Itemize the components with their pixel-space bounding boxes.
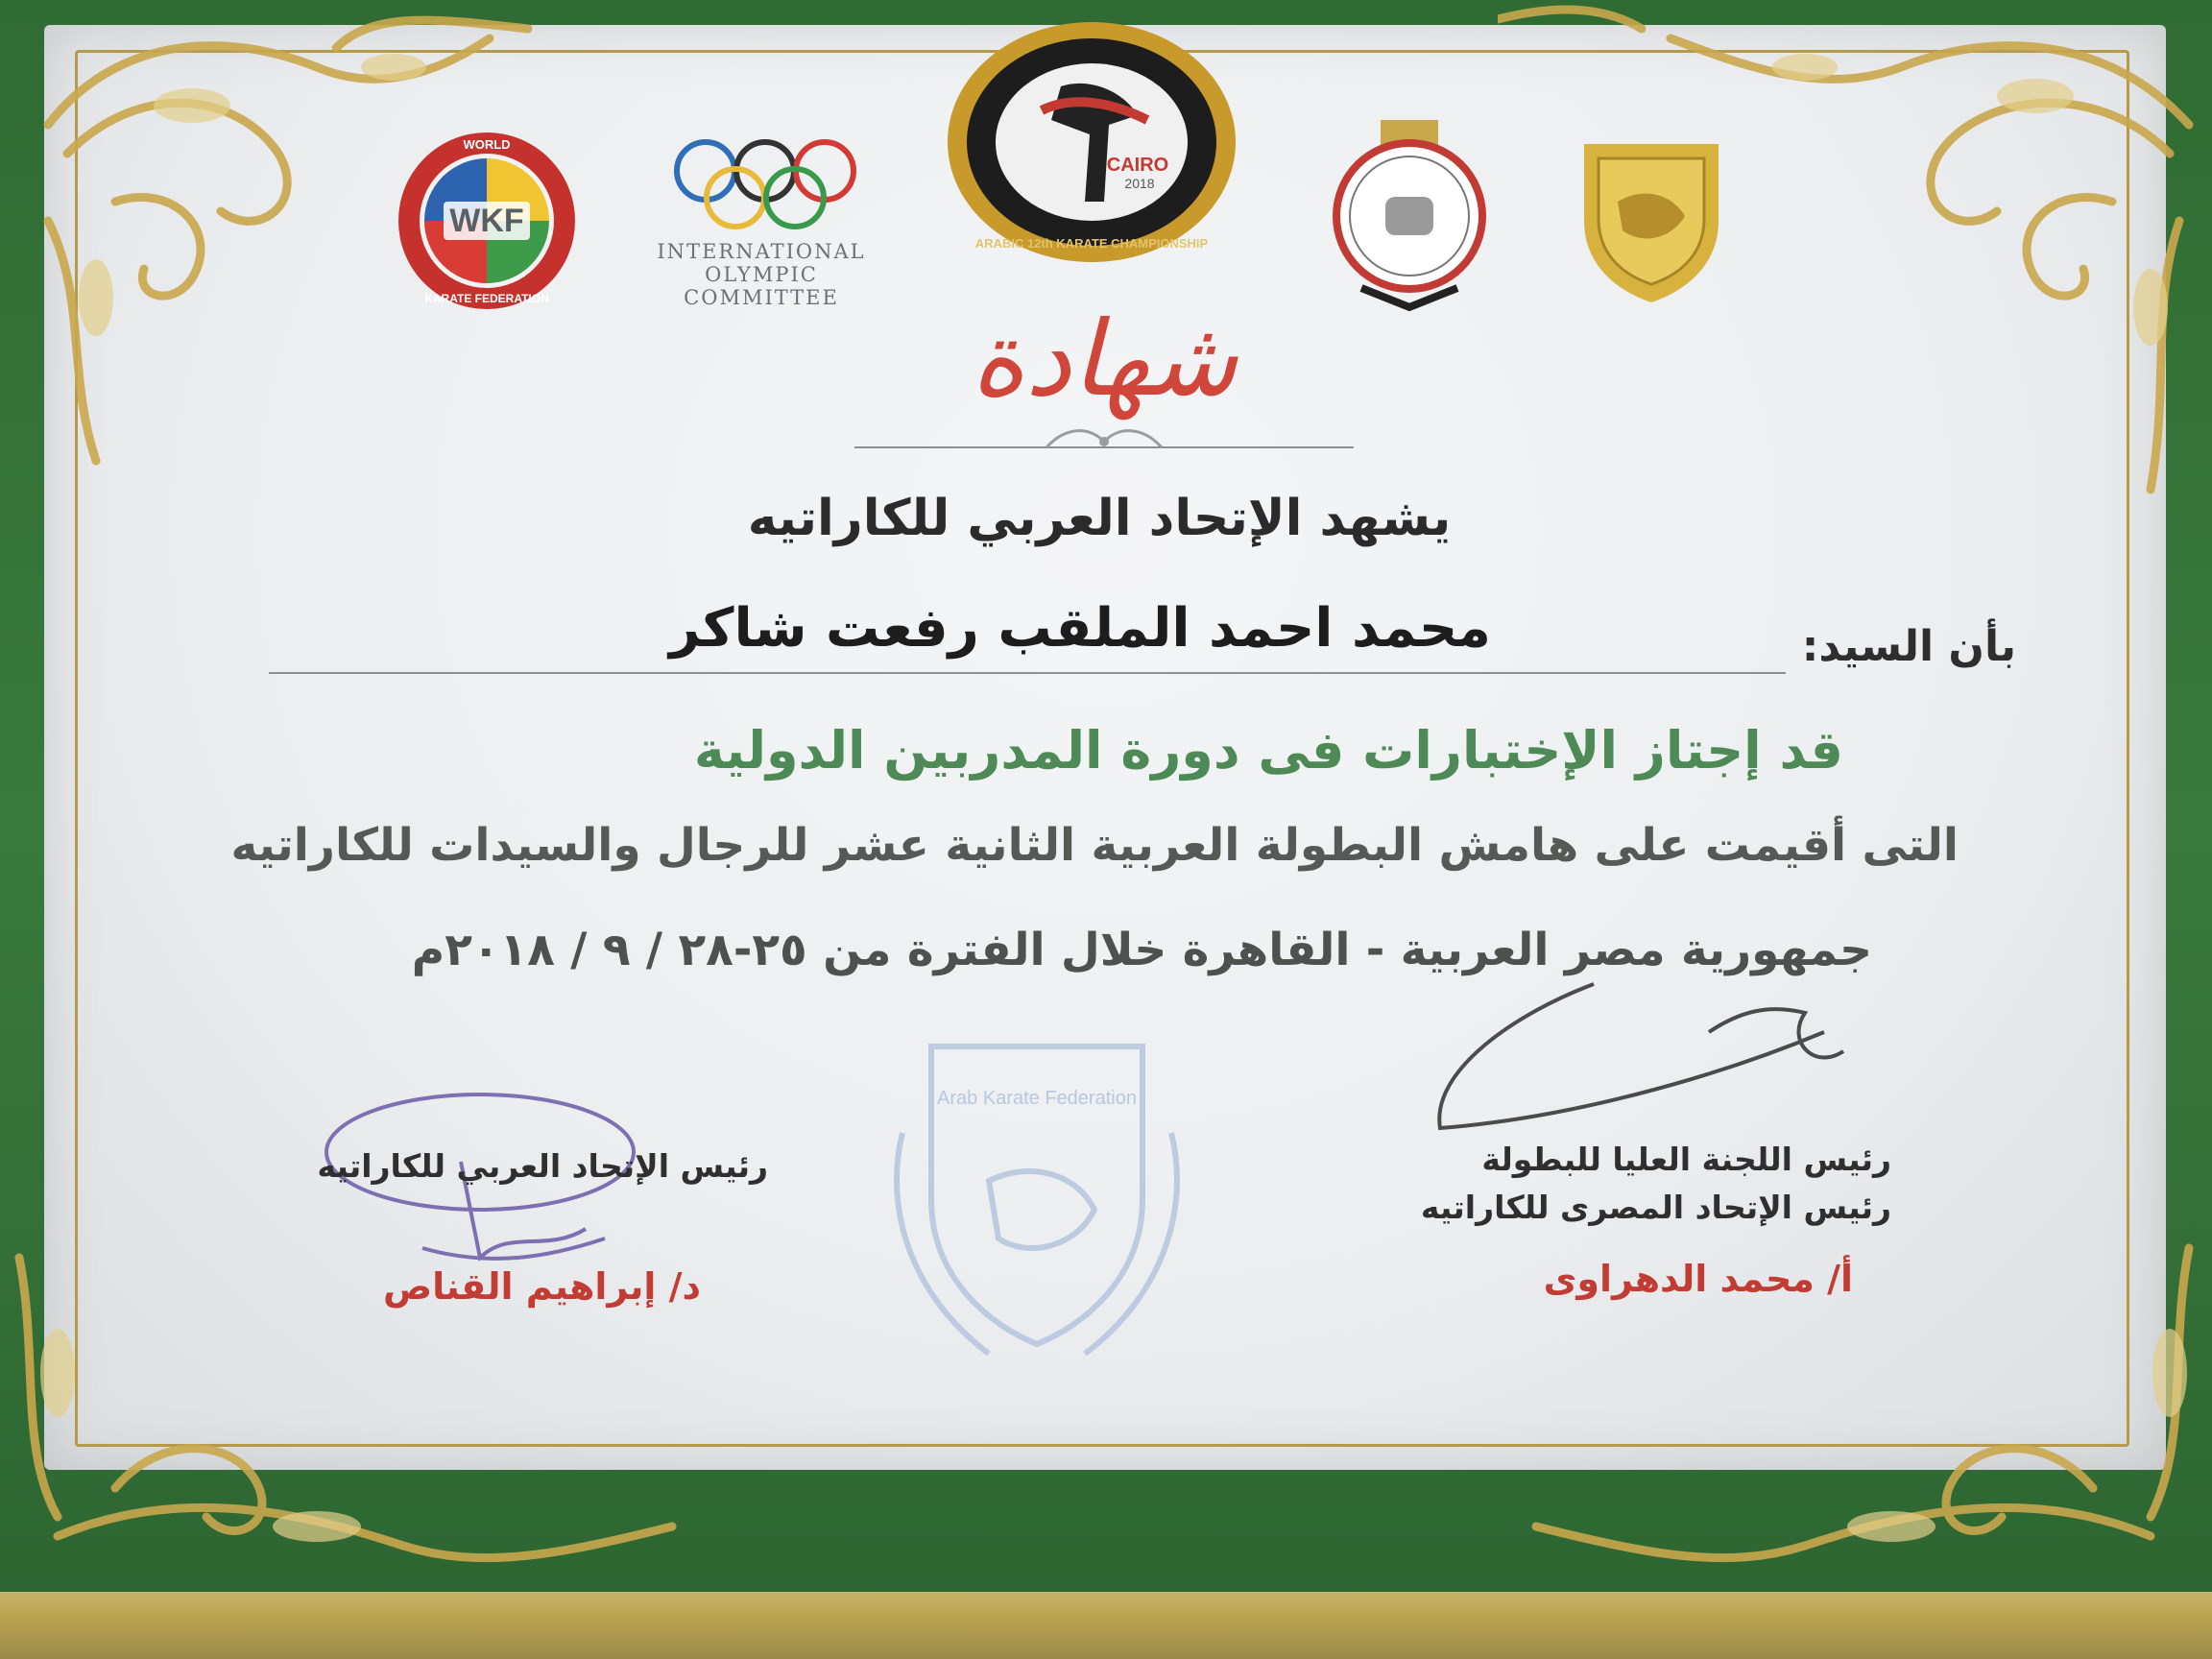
wkf-ring-bottom: KARATE FEDERATION: [424, 292, 549, 305]
corner-ornament-bottom-right: [1517, 1190, 2212, 1603]
emblem-year: 2018: [1124, 176, 1155, 191]
signature-right: [1421, 974, 1872, 1147]
title-divider: [854, 421, 1354, 459]
ioc-line-2: OLYMPIC: [705, 263, 818, 286]
recipient-name: محمد احمد الملقب رفعت شاكر: [669, 597, 1491, 660]
emblem-ring-text: ARABIC 12th KARATE CHAMPIONSHIP: [974, 236, 1209, 251]
ioc-text: [641, 240, 881, 309]
certificate-title: شهادة: [971, 300, 1238, 420]
olympic-rings-logo: [667, 134, 864, 230]
egyptian-karate-federation-logo: [1323, 120, 1496, 312]
right-signatory-title-2: رئيس الإتحاد المصرى للكاراتيه: [1420, 1189, 1891, 1226]
signature-left: [317, 1085, 643, 1286]
arab-karate-federation-logo: [1565, 134, 1738, 307]
left-signatory-title: رئيس الإتحاد العربي للكاراتيه: [317, 1147, 768, 1185]
emblem-city: CAIRO: [1106, 155, 1169, 176]
wkf-logo: [396, 130, 578, 312]
course-line: قد إجتاز الإختبارات فى دورة المدربين الدولية: [693, 720, 1843, 781]
right-signatory-name: أ/ محمد الدهراوى: [1543, 1258, 1853, 1300]
wkf-ring-top: WORLD: [463, 137, 511, 152]
event-line: التى أقيمت على هامش البطولة العربية الثانية عشر للرجال والسيدات للكاراتيه: [230, 819, 1959, 872]
championship-emblem: [946, 19, 1238, 264]
wkf-logo-text: WKF: [449, 203, 524, 239]
certifying-body-line: يشهد الإتحاد العربي للكاراتيه: [747, 490, 1452, 547]
location-date-line: جمهورية مصر العربية - القاهرة خلال الفترة من ٢٥-٢٨ / ٩ / ٢٠١٨م: [411, 924, 1872, 976]
recipient-underline: [269, 672, 1786, 674]
recipient-label: بأن السيد:: [1801, 622, 2016, 671]
right-signatory-title-1: رئيس اللجنة العليا للبطولة: [1481, 1141, 1891, 1178]
left-signatory-name: د/ إبراهيم القناص: [383, 1265, 701, 1308]
ioc-line-1: INTERNATIONAL: [657, 240, 866, 263]
stamp-text: Arab Karate Federation: [937, 1088, 1137, 1109]
arab-karate-federation-stamp: [845, 1018, 1229, 1382]
ioc-line-3: COMMITTEE: [684, 286, 839, 309]
